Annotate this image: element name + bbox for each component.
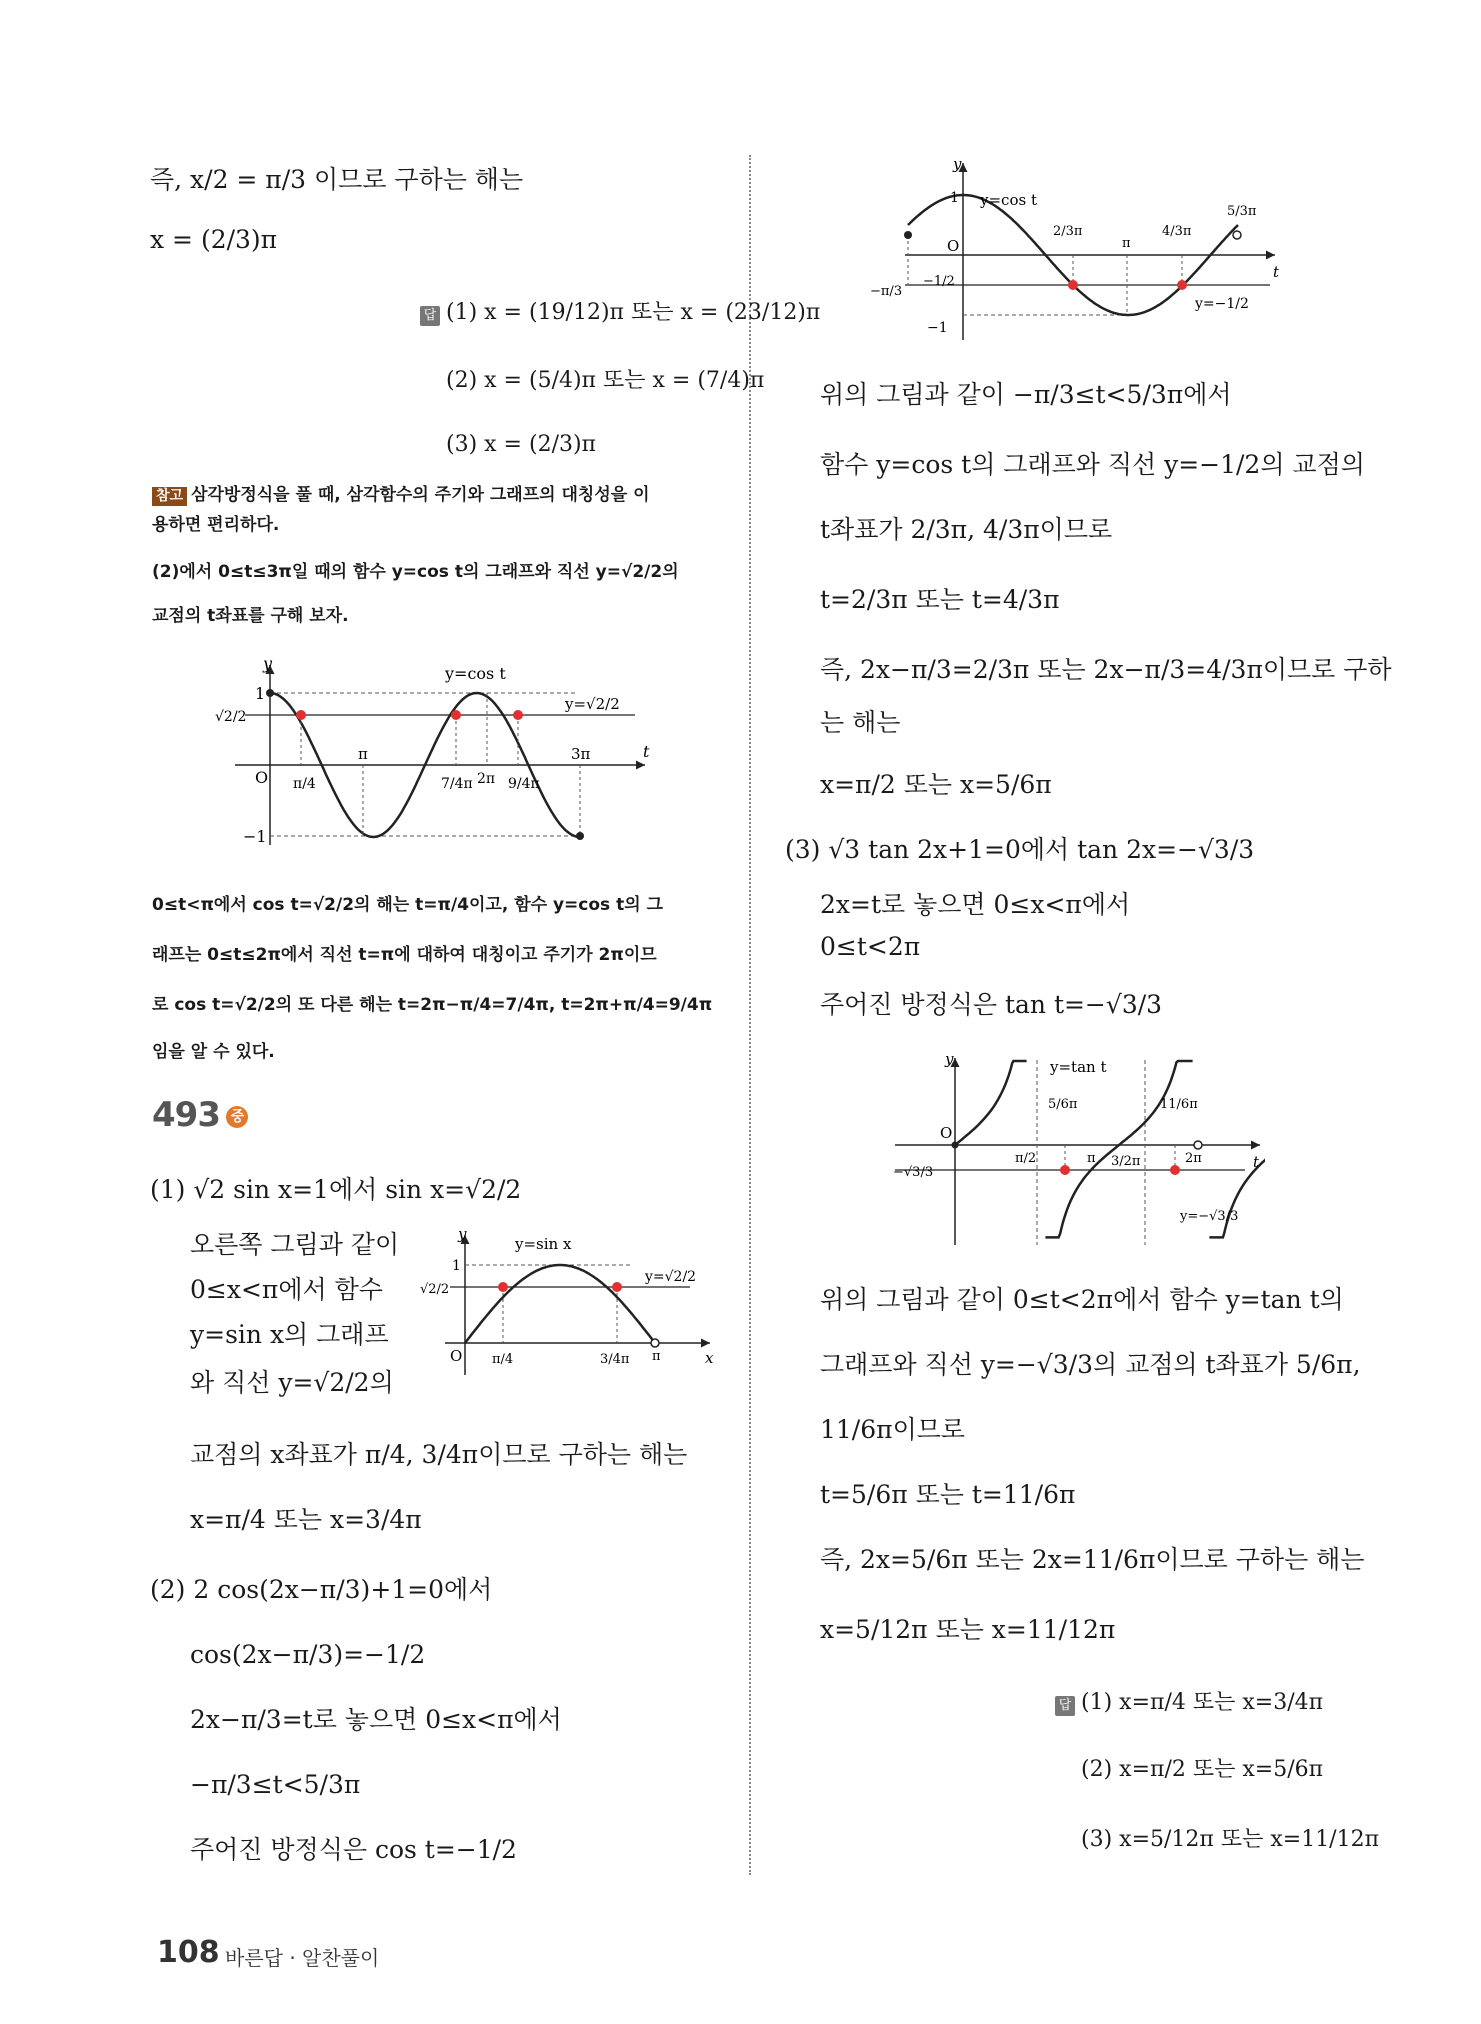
graph4-t-label: t (1253, 1153, 1260, 1171)
explain-line-4: 임을 알 수 있다. (152, 1042, 275, 1062)
graph2-x-label: x (705, 1349, 714, 1367)
graph1-intersection-point (296, 710, 306, 720)
r-line-7: x=π/2 또는 x=5/6π (820, 770, 1052, 799)
graph1-x-pi4: π/4 (293, 776, 316, 792)
graph1-y-neg-one: −1 (243, 827, 267, 846)
left-line-1: 즉, x/2 = π/3 이므로 구하는 해는 (150, 165, 524, 194)
answer-2: (2) x = (5/4)π 또는 x = (7/4)π (446, 368, 765, 393)
graph1-y-one: 1 (255, 684, 266, 703)
note-tag: 참고 (152, 487, 187, 506)
graph1-intersection-point (451, 710, 461, 720)
graph1-x-3pi: 3π (571, 745, 591, 763)
graph-cos-shifted (865, 155, 1285, 350)
graph4-curve-label: y=tan t (1050, 1058, 1107, 1076)
graph3-x-4pi3: 4/3π (1162, 224, 1192, 239)
p-line-1: (1) √2 sin x=1에서 sin x=√2/2 (150, 1175, 522, 1204)
answer-tag: 답 (420, 306, 440, 326)
graph1-line-label: y=√2/2 (565, 695, 620, 713)
problem-number-text: 493 (152, 1095, 220, 1135)
graph3-x-neg-pi3: −π/3 (870, 284, 903, 299)
difficulty-badge: 중 (226, 1106, 248, 1128)
graph3-x-2pi3: 2/3π (1053, 224, 1083, 239)
r-line-3: t좌표가 2/3π, 4/3π이므로 (820, 515, 1113, 544)
p-line-7: x=π/4 또는 x=3/4π (190, 1505, 422, 1534)
r-line-2: 함수 y=cos t의 그래프와 직선 y=−1/2의 교점의 (820, 450, 1365, 479)
graph4-origin: O (940, 1124, 953, 1142)
graph3-y-label: y (953, 155, 962, 173)
r-line-15: t=5/6π 또는 t=11/6π (820, 1480, 1076, 1509)
p-line-10: 2x−π/3=t로 놓으면 0≤x<π에서 (190, 1705, 562, 1734)
r-line-9: 2x=t로 놓으면 0≤x<π에서 (820, 890, 1131, 919)
graph3-intersection-point (1068, 280, 1078, 290)
graph2-x-3pi4: 3/4π (600, 1352, 630, 1367)
graph1-endpoint-end (576, 832, 584, 840)
explain-line-3: 로 cos t=√2/2의 또 다른 해는 t=2π−π/4=7/4π, t=2π+π/4=9/4π (152, 995, 713, 1015)
graph1-origin: O (255, 768, 269, 787)
note-line-2: 용하면 편리하다. (152, 515, 280, 535)
graph-tan (885, 1050, 1265, 1250)
problem-number (152, 1095, 248, 1135)
graph4-x-pi: π (1087, 1151, 1096, 1166)
graph1-x-pi: π (358, 745, 368, 763)
r-line-1: 위의 그림과 같이 −π/3≤t<5/3π에서 (820, 380, 1232, 409)
column-divider (749, 155, 751, 1875)
graph2-y-root: √2/2 (420, 1282, 450, 1297)
graph2-y-label: y (458, 1225, 467, 1243)
answer-3: (3) x = (2/3)π (446, 432, 597, 457)
footer-section: 바른답 · 알찬풀이 (225, 1946, 380, 1970)
answer-1 (420, 300, 820, 326)
answer-1-text: (1) x = (19/12)π 또는 x = (23/12)π (446, 300, 821, 325)
note-text-1: 삼각방정식을 풀 때, 삼각함수의 주기와 그래프의 대칭성을 이 (191, 485, 650, 505)
graph4-x-5pi6: 5/6π (1048, 1097, 1078, 1112)
note-line-1 (152, 485, 650, 506)
graph4-y-label: y (945, 1050, 954, 1068)
graph-cos-0-3pi (215, 655, 655, 855)
p-line-5: 와 직선 y=√2/2의 (190, 1368, 394, 1397)
graph3-t-label: t (1273, 263, 1280, 281)
graph4-x-11pi6: 11/6π (1160, 1097, 1198, 1112)
graph3-y-neg-one: −1 (927, 320, 948, 336)
graph4-line-label: y=−√3/3 (1180, 1209, 1239, 1224)
right-answer-2: (2) x=π/2 또는 x=5/6π (1081, 1757, 1324, 1782)
graph2-x-pi: π (652, 1349, 661, 1364)
p-line-8: (2) 2 cos(2x−π/3)+1=0에서 (150, 1575, 493, 1604)
p-line-2: 오른쪽 그림과 같이 (190, 1230, 400, 1259)
graph1-t-label: t (643, 742, 650, 761)
r-line-16: 즉, 2x=5/6π 또는 2x=11/6π이므로 구하는 해는 (820, 1545, 1365, 1574)
graph4-intersection-point (1170, 1165, 1180, 1175)
answer-tag: 답 (1055, 1696, 1075, 1716)
r-line-14: 11/6π이므로 (820, 1415, 966, 1444)
page-number: 108 (157, 1935, 220, 1970)
r-line-8: (3) √3 tan 2x+1=0에서 tan 2x=−√3/3 (785, 835, 1255, 864)
r-line-17: x=5/12π 또는 x=11/12π (820, 1615, 1116, 1644)
graph-sin (420, 1225, 720, 1380)
right-answer-1-text: (1) x=π/4 또는 x=3/4π (1081, 1690, 1324, 1715)
p-line-6: 교점의 x좌표가 π/4, 3/4π이므로 구하는 해는 (190, 1440, 688, 1469)
graph2-curve-label: y=sin x (515, 1235, 572, 1253)
graph3-line-label: y=−1/2 (1195, 296, 1249, 312)
explain-line-1: 0≤t<π에서 cos t=√2/2의 해는 t=π/4이고, 함수 y=cos t의 그 (152, 895, 663, 915)
p-line-3: 0≤x<π에서 함수 (190, 1275, 383, 1304)
explain-line-2: 래프는 0≤t≤2π에서 직선 t=π에 대하여 대칭이고 주기가 2π이므 (152, 945, 657, 965)
graph2-line-label: y=√2/2 (645, 1269, 697, 1285)
graph1-y-root: √2/2 (215, 709, 247, 725)
graph2-origin: O (450, 1347, 463, 1365)
graph1-x-7pi4: 7/4π (441, 776, 473, 792)
graph1-curve-label: y=cos t (445, 664, 506, 683)
graph1-intersection-point (513, 710, 523, 720)
graph4-origin-point (952, 1142, 959, 1149)
note-line-4: 교점의 t좌표를 구해 보자. (152, 606, 349, 626)
graph3-curve-label: y=cos t (980, 191, 1037, 209)
p-line-11: −π/3≤t<5/3π (190, 1770, 361, 1799)
graph1-endpoint-start (266, 689, 274, 697)
graph2-y-one: 1 (452, 1258, 461, 1274)
graph2-intersection-point (612, 1282, 622, 1292)
graph4-intersection-point (1060, 1165, 1070, 1175)
graph4-y-neg-root: −√3/3 (893, 1165, 934, 1180)
left-line-2: x = (2/3)π (150, 225, 278, 254)
r-line-10: 0≤t<2π (820, 932, 921, 961)
graph3-origin: O (947, 237, 960, 255)
graph4-open-endpoint (1194, 1141, 1202, 1149)
graph4-x-pi2: π/2 (1015, 1151, 1037, 1166)
graph3-intersection-point (1177, 280, 1187, 290)
graph2-open-endpoint (651, 1339, 659, 1347)
right-answer-3: (3) x=5/12π 또는 x=11/12π (1081, 1827, 1380, 1852)
graph2-x-pi4: π/4 (492, 1352, 514, 1367)
r-line-5: 즉, 2x−π/3=2/3π 또는 2x−π/3=4/3π이므로 구하 (820, 655, 1392, 684)
graph3-endpoint-start (904, 231, 912, 239)
graph2-intersection-point (498, 1282, 508, 1292)
p-line-9: cos(2x−π/3)=−1/2 (190, 1640, 426, 1669)
p-line-12: 주어진 방정식은 cos t=−1/2 (190, 1835, 517, 1864)
graph3-y-neg-half: −1/2 (923, 274, 955, 289)
graph4-x-3pi2: 3/2π (1111, 1154, 1141, 1169)
r-line-6: 는 해는 (820, 708, 901, 737)
r-line-12: 위의 그림과 같이 0≤t<2π에서 함수 y=tan t의 (820, 1285, 1344, 1314)
p-line-4: y=sin x의 그래프 (190, 1320, 389, 1349)
r-line-11: 주어진 방정식은 tan t=−√3/3 (820, 990, 1163, 1019)
graph1-y-label: y (263, 655, 273, 673)
r-line-4: t=2/3π 또는 t=4/3π (820, 585, 1060, 614)
graph3-x-pi: π (1122, 236, 1131, 251)
graph1-x-2pi: 2π (477, 771, 496, 787)
note-line-3: (2)에서 0≤t≤3π일 때의 함수 y=cos t의 그래프와 직선 y=√2/2의 (152, 562, 679, 582)
graph3-open-endpoint (1233, 231, 1241, 239)
graph1-x-9pi4: 9/4π (508, 776, 540, 792)
graph3-y-one: 1 (950, 190, 959, 206)
graph3-x-5pi3: 5/3π (1227, 204, 1257, 219)
right-answer-1 (1055, 1690, 1323, 1716)
r-line-13: 그래프와 직선 y=−√3/3의 교점의 t좌표가 5/6π, (820, 1350, 1361, 1379)
graph4-x-2pi: 2π (1185, 1151, 1202, 1166)
